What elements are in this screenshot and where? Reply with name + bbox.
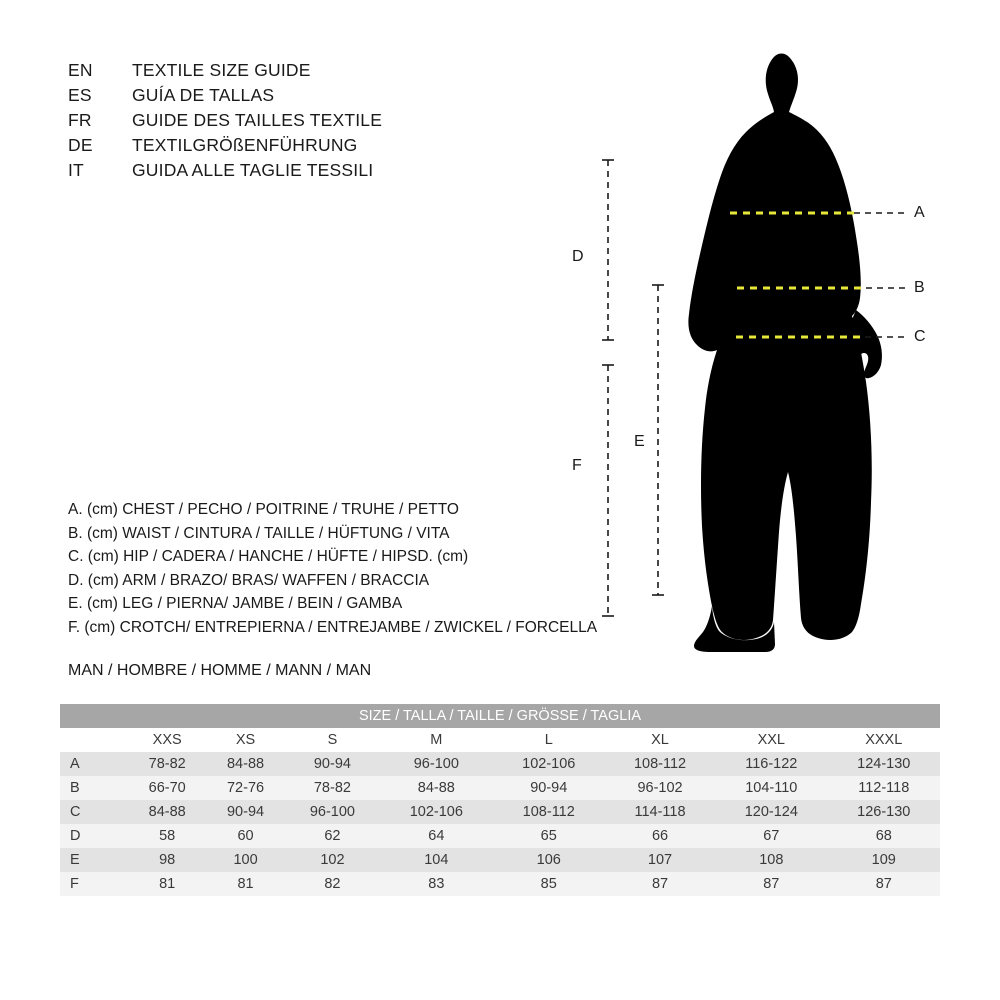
row-key-c: C — [60, 800, 128, 824]
cell-b-xxs: 66-70 — [128, 776, 206, 800]
cell-e-s: 102 — [285, 848, 380, 872]
cell-d-s: 62 — [285, 824, 380, 848]
man-silhouette-diagram — [560, 20, 980, 680]
cell-f-s: 82 — [285, 872, 380, 896]
column-header-xxs: XXS — [128, 728, 206, 752]
title-text-de: TEXTILGRÖßENFÜHRUNG — [132, 135, 358, 155]
bracket-e — [652, 285, 664, 595]
cell-a-xs: 84-88 — [206, 752, 284, 776]
cell-b-xs: 72-76 — [206, 776, 284, 800]
table-column-headers — [60, 728, 940, 752]
language-code-fr: FR — [68, 110, 92, 130]
cell-d-xxxl: 68 — [828, 824, 940, 848]
cell-f-xxl: 87 — [715, 872, 827, 896]
marker-label-e: E — [634, 433, 645, 450]
table-row — [60, 776, 940, 800]
table-row — [60, 824, 940, 848]
cell-a-m: 96-100 — [380, 752, 492, 776]
figure-area — [560, 20, 980, 680]
cell-b-xxl: 104-110 — [715, 776, 827, 800]
cell-e-l: 106 — [493, 848, 605, 872]
cell-a-xxl: 116-122 — [715, 752, 827, 776]
cell-a-xl: 108-112 — [605, 752, 715, 776]
bracket-f — [602, 365, 614, 616]
gender-label: MAN / HOMBRE / HOMME / MANN / MAN — [68, 662, 372, 679]
cell-c-xl: 114-118 — [605, 800, 715, 824]
cell-f-l: 85 — [493, 872, 605, 896]
legend-item-a: A. (cm) CHEST / PECHO / POITRINE / TRUHE / PETTO — [68, 501, 459, 518]
title-text-es: GUÍA DE TALLAS — [132, 85, 275, 105]
cell-f-xs: 81 — [206, 872, 284, 896]
cell-f-m: 83 — [380, 872, 492, 896]
cell-a-xxxl: 124-130 — [828, 752, 940, 776]
legend-item-b: B. (cm) WAIST / CINTURA / TAILLE / HÜFTUNG / VITA — [68, 524, 450, 542]
cell-c-xs: 90-94 — [206, 800, 284, 824]
cell-f-xl: 87 — [605, 872, 715, 896]
cell-d-xs: 60 — [206, 824, 284, 848]
cell-e-xl: 107 — [605, 848, 715, 872]
title-row — [68, 160, 588, 185]
language-code-it: IT — [68, 160, 84, 180]
column-header-xxl: XXL — [715, 728, 827, 752]
cell-e-xs: 100 — [206, 848, 284, 872]
cell-f-xxs: 81 — [128, 872, 206, 896]
cell-e-xxs: 98 — [128, 848, 206, 872]
cell-b-s: 78-82 — [285, 776, 380, 800]
legend-item-f: F. (cm) CROTCH/ ENTREPIERNA / ENTREJAMBE / ZWICKEL / FORCELLA — [68, 618, 598, 636]
row-key-a: A — [60, 752, 128, 776]
legend-item-e: E. (cm) LEG / PIERNA/ JAMBE / BEIN / GAMBA — [68, 595, 403, 612]
row-key-f: F — [60, 872, 128, 896]
table-row — [60, 800, 940, 824]
marker-label-b: B — [914, 279, 925, 296]
cell-c-xxl: 120-124 — [715, 800, 827, 824]
cell-a-s: 90-94 — [285, 752, 380, 776]
cell-a-xxs: 78-82 — [128, 752, 206, 776]
cell-b-xxxl: 112-118 — [828, 776, 940, 800]
cell-c-s: 96-100 — [285, 800, 380, 824]
size-table — [60, 704, 940, 896]
title-row — [68, 60, 588, 85]
table-band-header — [60, 704, 940, 728]
marker-label-d: D — [572, 248, 584, 265]
row-key-d: D — [60, 824, 128, 848]
column-header-l: L — [493, 728, 605, 752]
title-text-fr: GUIDE DES TAILLES TEXTILE — [132, 110, 383, 130]
column-header-s: S — [285, 728, 380, 752]
language-code-es: ES — [68, 85, 92, 105]
cell-e-xxl: 108 — [715, 848, 827, 872]
cell-c-xxxl: 126-130 — [828, 800, 940, 824]
column-header-xs: XS — [206, 728, 284, 752]
legend-item-d: D. (cm) ARM / BRAZO/ BRAS/ WAFFEN / BRACCIA — [68, 571, 430, 589]
cell-c-xxs: 84-88 — [128, 800, 206, 824]
title-block — [68, 60, 588, 185]
column-header-xxxl: XXXL — [828, 728, 940, 752]
marker-label-c: C — [914, 328, 926, 345]
cell-b-m: 84-88 — [380, 776, 492, 800]
cell-e-xxxl: 109 — [828, 848, 940, 872]
cell-d-m: 64 — [380, 824, 492, 848]
title-row — [68, 85, 588, 110]
cell-d-xl: 66 — [605, 824, 715, 848]
row-key-b: B — [60, 776, 128, 800]
title-row — [68, 135, 588, 160]
title-text-it: GUIDA ALLE TAGLIE TESSILI — [132, 160, 374, 180]
table-band-label: SIZE / TALLA / TAILLE / GRÖSSE / TAGLIA — [60, 704, 940, 728]
cell-e-m: 104 — [380, 848, 492, 872]
column-header-xl: XL — [605, 728, 715, 752]
bracket-d — [602, 160, 614, 340]
cell-c-l: 108-112 — [493, 800, 605, 824]
cell-d-xxs: 58 — [128, 824, 206, 848]
column-header-m: M — [380, 728, 492, 752]
cell-b-xl: 96-102 — [605, 776, 715, 800]
title-text-en: TEXTILE SIZE GUIDE — [132, 60, 311, 80]
table-corner-cell — [60, 728, 128, 752]
cell-d-xxl: 67 — [715, 824, 827, 848]
marker-label-a: A — [914, 204, 925, 221]
language-code-de: DE — [68, 135, 93, 155]
cell-b-l: 90-94 — [493, 776, 605, 800]
cell-d-l: 65 — [493, 824, 605, 848]
table-row — [60, 848, 940, 872]
title-row — [68, 110, 588, 135]
marker-label-f: F — [572, 457, 582, 474]
table-row — [60, 752, 940, 776]
cell-a-l: 102-106 — [493, 752, 605, 776]
legend-item-c: C. (cm) HIP / CADERA / HANCHE / HÜFTE / HIPSD. (cm) — [68, 548, 469, 565]
table-row — [60, 872, 940, 896]
language-code-en: EN — [68, 60, 93, 80]
row-key-e: E — [60, 848, 128, 872]
cell-c-m: 102-106 — [380, 800, 492, 824]
cell-f-xxxl: 87 — [828, 872, 940, 896]
silhouette-shape — [688, 54, 882, 653]
